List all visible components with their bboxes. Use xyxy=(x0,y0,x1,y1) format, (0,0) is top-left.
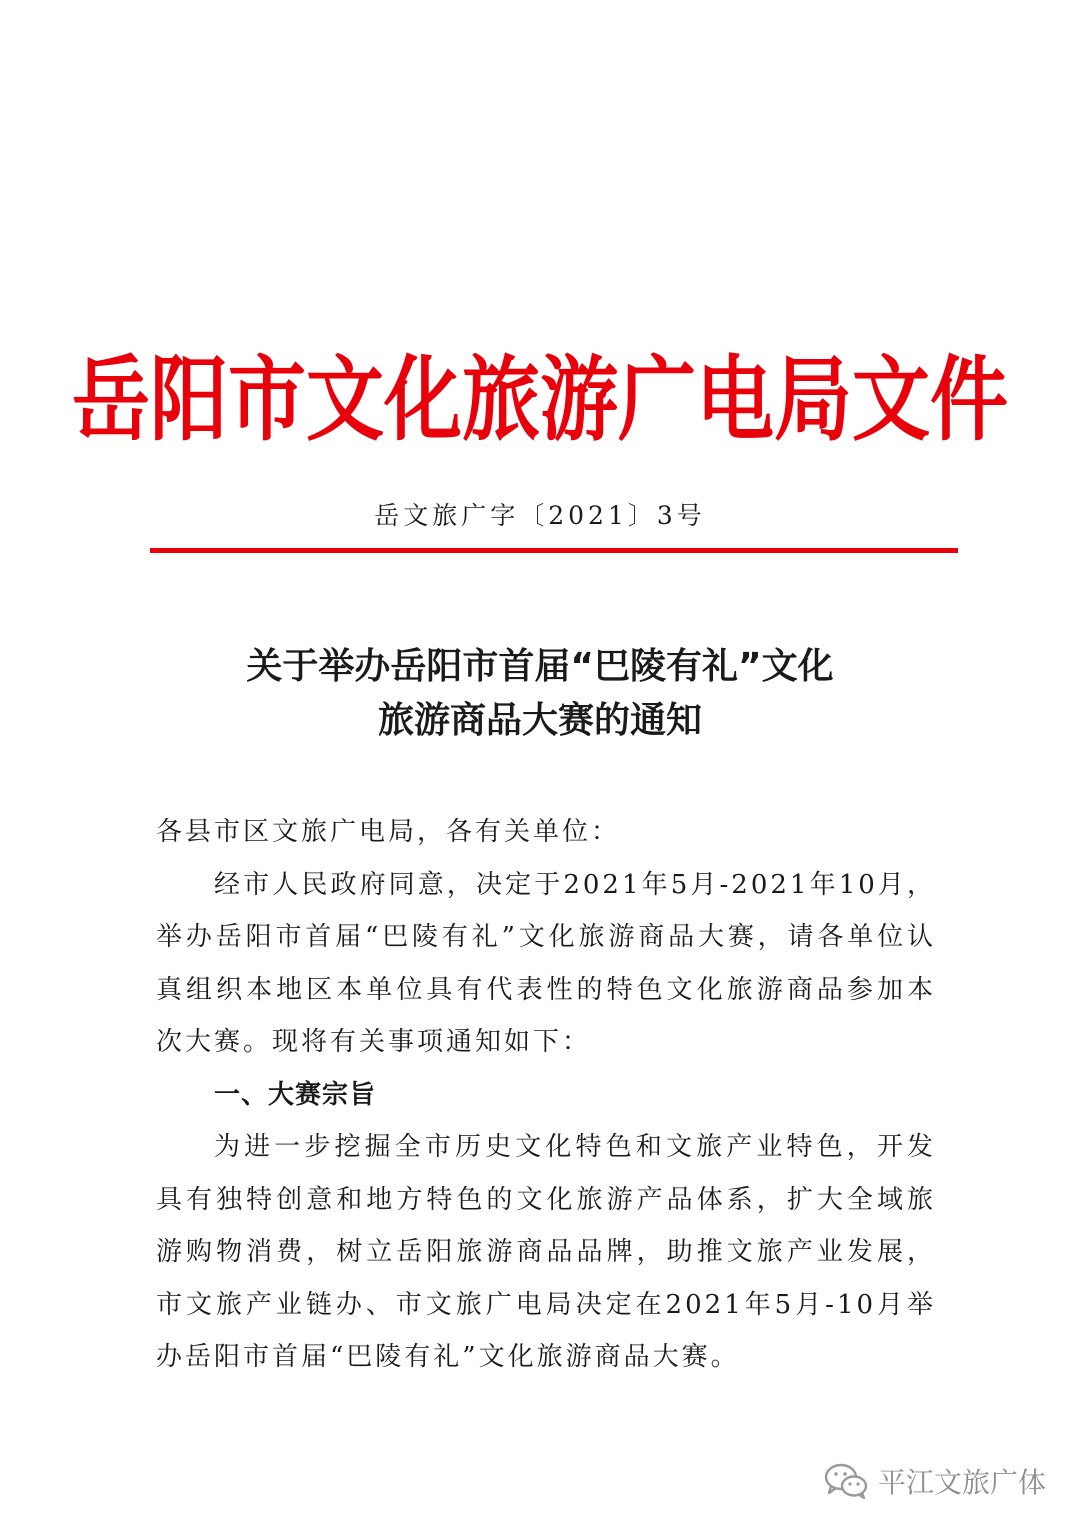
paragraph: 为进一步挖掘全市历史文化特色和文旅产业特色，开发具有独特创意和地方特色的文化旅游产品体系，扩大全域旅游购物消费，树立岳阳旅游商品品牌，助推文旅产业发展，市文旅产业链办、市文旅广电局决定在2021年5月-10月举办岳阳市首届“巴陵有礼”文化旅游商品大赛。 xyxy=(156,1132,936,1372)
paragraph: 经市人民政府同意，决定于2021年5月-2021年10月，举办岳阳市首届“巴陵有礼”文化旅游商品大赛，请各单位认真组织本地区本单位具有代表性的特色文化旅游商品参加本次大赛。现将有关事项通知如下： xyxy=(156,869,936,1057)
document-header-title: 岳阳市文化旅游广电局文件 xyxy=(71,347,1008,454)
document-number: 岳文旅广字〔2021〕3号 xyxy=(374,501,706,530)
document-body xyxy=(156,806,936,1384)
wechat-icon xyxy=(824,1462,868,1500)
salutation: 各县市区文旅广电局，各有关单位： xyxy=(156,817,621,847)
section-heading: 一、大赛宗旨 xyxy=(214,1079,377,1110)
notice-title xyxy=(0,640,1080,748)
notice-title-line2: 旅游商品大赛的通知 xyxy=(377,700,702,741)
notice-title-line1: 关于举办岳阳市首届“巴陵有礼”文化 xyxy=(246,646,834,687)
watermark-text: 平江文旅广体 xyxy=(877,1466,1046,1499)
red-divider xyxy=(150,548,958,553)
watermark xyxy=(824,1456,1046,1506)
